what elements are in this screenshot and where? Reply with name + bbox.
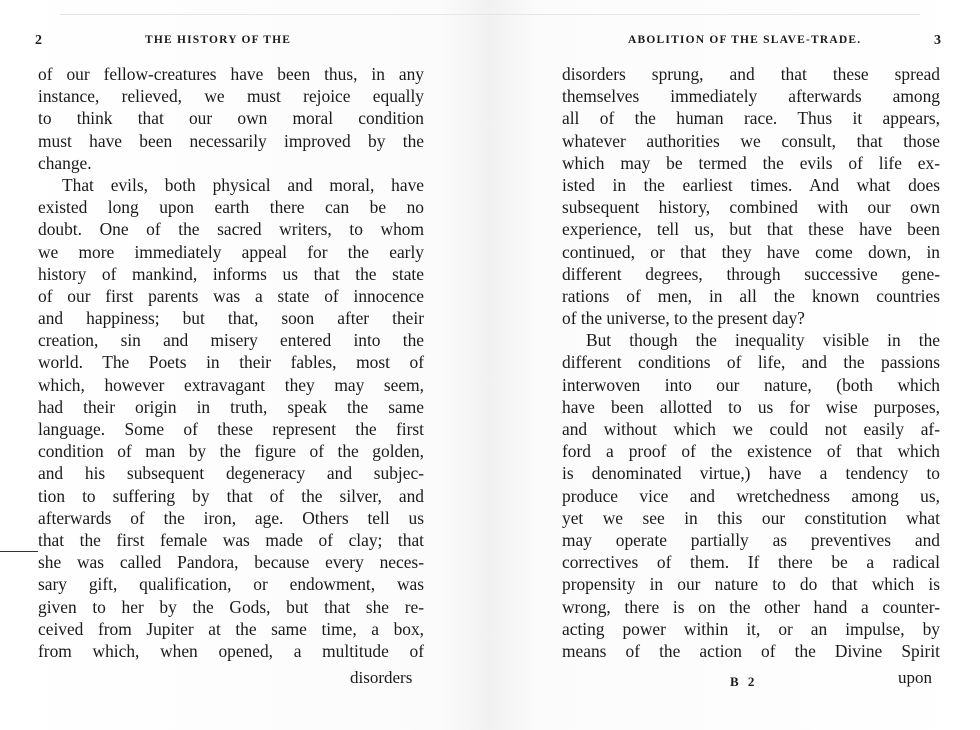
text-line: produce vice and wretchedness among us,: [562, 485, 940, 506]
text-line: had their origin in truth, speak the same: [38, 396, 424, 417]
text-line: and happiness; but that, soon after their: [38, 308, 424, 329]
text-line: ford a proof of the existence of that which: [562, 441, 940, 462]
text-line: all of the human race. Thus it appears,: [562, 108, 940, 129]
text-line: propensity in our nature to do that which is: [562, 574, 940, 595]
text-line: and his subsequent degeneracy and subjec-: [38, 463, 424, 484]
text-line: yet we see in this our constitution what: [562, 507, 940, 528]
signature-mark: B 2: [730, 674, 758, 689]
text-line: sary gift, qualification, or endowment, was: [38, 574, 424, 595]
text-line: means of the action of the Divine Spirit: [562, 640, 940, 661]
text-line: ceived from Jupiter at the same time, a box,: [38, 618, 424, 639]
text-line: we more immediately appeal for the early: [38, 241, 424, 262]
right-running-head: ABOLITION OF THE SLAVE-TRADE.: [628, 34, 862, 46]
text-line: different degrees, through successive gene-: [562, 263, 940, 284]
text-line: which may be termed the evils of life ex-: [562, 152, 940, 173]
text-line: existed long upon earth there can be no: [38, 197, 424, 218]
text-line: of our fellow-creatures have been thus, in any: [38, 64, 424, 84]
text-line: and without which we could not easily af-: [562, 419, 940, 439]
text-line: correctives of them. If there be a radical: [562, 552, 940, 573]
text-line: interwoven into our nature, (both which: [562, 374, 940, 395]
text-line: must have been necessarily improved by the: [38, 130, 424, 151]
text-line: change.: [38, 152, 92, 173]
right-body-text: [562, 63, 940, 662]
text-line: history of mankind, informs us that the state: [38, 263, 424, 284]
text-line: whatever authorities we consult, that those: [562, 130, 940, 151]
text-line: given to her by the Gods, but that she re-: [38, 596, 424, 617]
text-line: continued, or that they have come down, in: [562, 241, 940, 262]
text-line: subsequent history, combined with our own: [562, 197, 940, 218]
text-line: wrong, there is on the other hand a counter-: [562, 596, 940, 617]
text-line: to think that our own moral condition: [38, 108, 424, 129]
text-line: from which, when opened, a multitude of: [38, 640, 424, 661]
text-line: may operate partially as preventives and: [562, 529, 940, 550]
right-page: [490, 0, 980, 730]
text-line: have been allotted to us for wise purposes,: [562, 396, 940, 417]
text-line: isted in the earliest times. And what does: [562, 174, 940, 195]
text-line: disorders sprung, and that these spread: [562, 64, 940, 84]
text-line: themselves immediately afterwards among: [562, 86, 940, 107]
right-page-number: 3: [934, 33, 941, 48]
text-line: is denominated virtue,) have a tendency to: [562, 463, 940, 484]
text-line: That evils, both physical and moral, have: [62, 174, 424, 195]
text-line: she was called Pandora, because every neces-: [38, 552, 424, 573]
text-line: creation, sin and misery entered into the: [38, 330, 424, 351]
text-line: different conditions of life, and the passions: [562, 352, 940, 373]
text-line: of our first parents was a state of innocence: [38, 285, 424, 306]
text-line: acting power within it, or an impulse, by: [562, 618, 940, 639]
text-line: of the universe, to the present day?: [562, 308, 805, 329]
text-line: which, however extravagant they may seem,: [38, 374, 424, 395]
text-line: that the first female was made of clay; that: [38, 529, 424, 550]
text-line: rations of men, in all the known countries: [562, 285, 940, 306]
text-line: world. The Poets in their fables, most of: [38, 352, 424, 373]
left-body-text: [38, 63, 424, 662]
left-running-head: THE HISTORY OF THE: [145, 34, 292, 46]
text-line: But though the inequality visible in the: [586, 330, 940, 351]
text-line: tion to suffering by that of the silver, and: [38, 485, 424, 506]
left-page-number: 2: [35, 33, 42, 48]
text-line: experience, tell us, but that these have been: [562, 219, 940, 240]
text-line: doubt. One of the sacred writers, to whom: [38, 219, 424, 240]
left-catchword: disorders: [350, 668, 413, 687]
text-line: condition of man by the figure of the golden,: [38, 441, 424, 462]
text-line: language. Some of these represent the first: [38, 419, 424, 439]
margin-mark: [0, 551, 38, 552]
text-line: instance, relieved, we must rejoice equally: [38, 86, 424, 107]
right-catchword: upon: [898, 668, 932, 687]
text-line: afterwards of the iron, age. Others tell us: [38, 507, 424, 528]
